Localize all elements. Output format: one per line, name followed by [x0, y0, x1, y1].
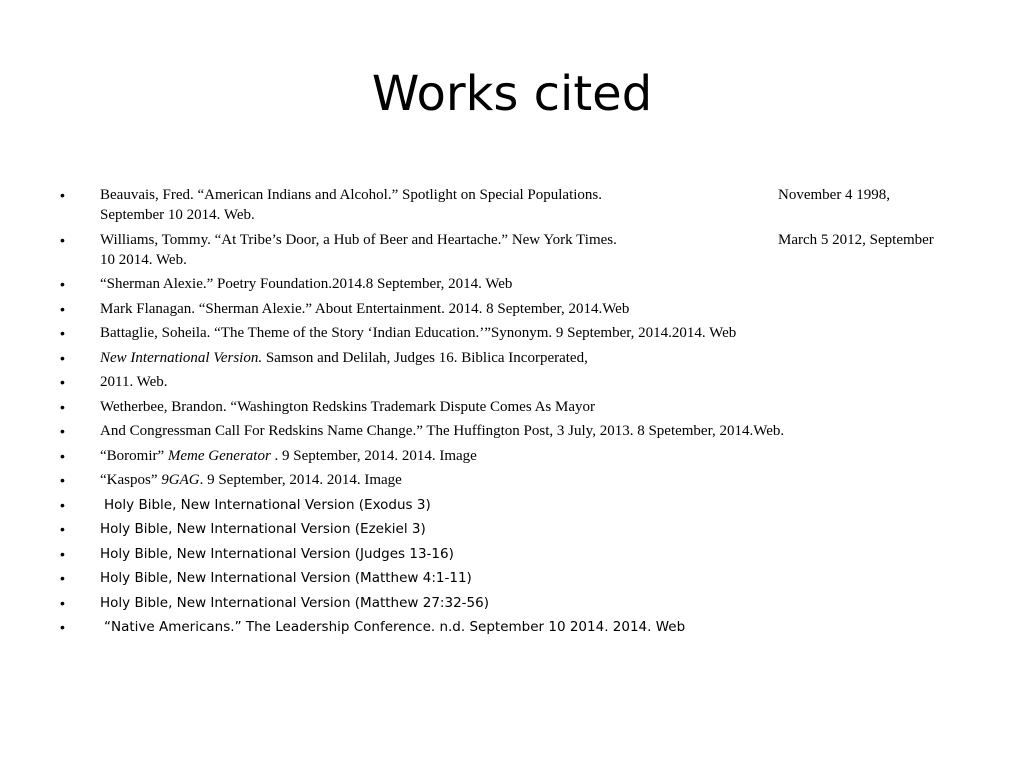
reference-text: Holy Bible, New International Version (Ezekiel 3)	[100, 521, 426, 537]
list-item	[60, 593, 965, 613]
bullet-icon: •	[60, 447, 65, 464]
bullet-icon: •	[60, 521, 65, 537]
list-item	[60, 372, 965, 392]
bullet-icon: •	[60, 594, 65, 611]
works-cited-list	[60, 185, 965, 642]
reference-text: . 9 September, 2014. 2014. Image	[199, 472, 402, 488]
bullet-icon: •	[60, 276, 65, 292]
bullet-icon: •	[60, 619, 65, 635]
bullet-icon: •	[60, 349, 65, 366]
list-item	[60, 446, 965, 466]
list-item	[60, 299, 965, 319]
list-item	[60, 230, 965, 270]
list-item	[60, 274, 965, 294]
reference-text: Battaglie, Soheila. “The Theme of the Story ‘Indian Education.’”Synonym. 9 September, 2014.2014. Web	[100, 325, 737, 341]
bullet-icon: •	[60, 472, 65, 488]
bullet-icon: •	[60, 423, 65, 439]
reference-text: “Kaspos”	[100, 472, 162, 488]
reference-text: Samson and Delilah, Judges 16. Biblica Incorperated,	[262, 349, 588, 366]
reference-continuation: 10 2014. Web.	[100, 251, 187, 268]
reference-text: Mark Flanagan. “Sherman Alexie.” About Entertainment. 2014. 8 September, 2014.Web	[100, 300, 630, 317]
list-item	[60, 348, 965, 368]
list-item	[60, 397, 965, 417]
reference-continuation: September 10 2014. Web.	[100, 207, 255, 223]
reference-text: “Sherman Alexie.” Poetry Foundation.2014.8 September, 2014. Web	[100, 276, 513, 292]
reference-italic: Meme Generator	[167, 447, 271, 464]
list-item	[60, 495, 965, 515]
bullet-icon: •	[60, 231, 65, 248]
list-item	[60, 568, 965, 588]
list-item	[60, 323, 965, 343]
bullet-icon: •	[60, 300, 65, 317]
reference-text: “Native Americans.” The Leadership Conference. n.d. September 10 2014. 2014. Web	[104, 619, 686, 635]
list-item	[60, 544, 965, 564]
reference-date: March 5 2012, September	[778, 231, 934, 248]
reference-text: . 9 September, 2014. 2014. Image	[270, 447, 477, 464]
bullet-icon: •	[60, 496, 65, 513]
reference-text: Holy Bible, New International Version (Matthew 4:1-11)	[100, 570, 472, 586]
slide-title: Works cited	[371, 66, 653, 122]
reference-text: 2011. Web.	[100, 374, 168, 390]
reference-text: Wetherbee, Brandon. “Washington Redskins Trademark Dispute Comes As Mayor	[100, 398, 596, 415]
reference-italic: 9GAG	[161, 472, 200, 488]
reference-text: Beauvais, Fred. “American Indians and Alcohol.” Spotlight on Special Populations.	[100, 187, 602, 203]
list-item	[60, 617, 965, 637]
bullet-icon: •	[60, 374, 65, 390]
list-item	[60, 185, 965, 225]
bullet-icon: •	[60, 570, 65, 586]
list-item	[60, 519, 965, 539]
reference-text: Holy Bible, New International Version (Exodus 3)	[104, 496, 431, 513]
reference-text: And Congressman Call For Redskins Name Change.” The Huffington Post, 3 July, 2013. 8 Spetember, 2014.Web.	[100, 423, 785, 439]
reference-text: Holy Bible, New International Version (Judges 13-16)	[100, 545, 454, 562]
reference-date: November 4 1998,	[778, 187, 891, 203]
bullet-icon: •	[60, 398, 65, 415]
reference-text: Holy Bible, New International Version (Matthew 27:32-56)	[100, 594, 489, 611]
reference-text: “Boromir”	[100, 447, 168, 464]
bullet-icon: •	[60, 187, 65, 203]
list-item	[60, 470, 965, 490]
bullet-icon: •	[60, 325, 65, 341]
list-item	[60, 421, 965, 441]
bullet-icon: •	[60, 545, 65, 562]
reference-text: Williams, Tommy. “At Tribe’s Door, a Hub of Beer and Heartache.” New York Times.	[100, 231, 617, 248]
reference-italic: New International Version.	[100, 349, 263, 366]
